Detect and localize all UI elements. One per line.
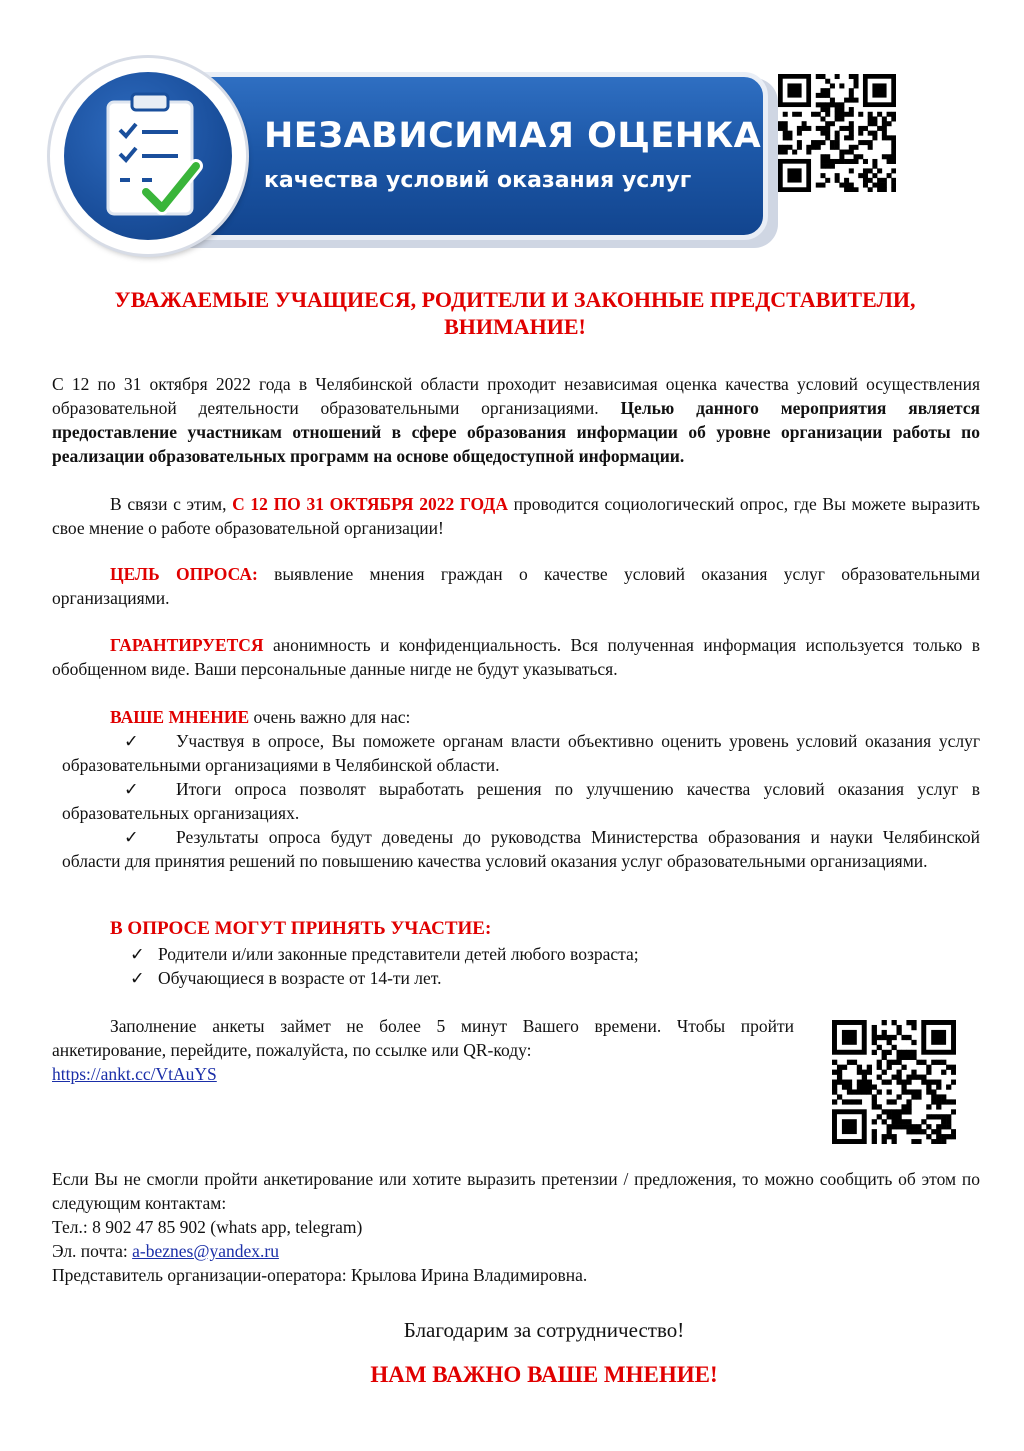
checkmark-icon: ✓ (124, 731, 139, 751)
final-slogan: НАМ ВАЖНО ВАШЕ МНЕНИЕ! (370, 1362, 718, 1387)
qr-code-icon (778, 74, 896, 192)
checkmark-icon: ✓ (130, 968, 145, 988)
banner (48, 56, 762, 256)
checkmark-icon: ✓ (124, 779, 139, 799)
page-heading (60, 286, 970, 340)
qr-code-icon (832, 1020, 956, 1144)
contact-phone: Тел.: 8 902 47 85 902 (whats app, telegram) (52, 1217, 363, 1237)
participants-title: В ОПРОСЕ МОГУТ ПРИНЯТЬ УЧАСТИЕ: (110, 918, 492, 939)
qr-code-bottom[interactable] (832, 1020, 956, 1144)
list-item: ✓ Итоги опроса позволят выработать решения по улучшению качества условий оказания услуг в образовательных организациях. (62, 779, 980, 823)
opinion-bullets (62, 729, 980, 873)
clipboard-check-icon (50, 58, 246, 254)
qr-code-top[interactable] (778, 74, 896, 192)
list-item: ✓ Обучающиеся в возрасте от 14-ти лет. (130, 968, 442, 988)
list-item: ✓ Результаты опроса будут доведены до руководства Министерства образования и науки Челябинской области для принятия решений по повышению качества условий оказания услуг образовательными организациями. (62, 827, 980, 871)
banner-bar (156, 72, 768, 240)
list-item: ✓ Родители и/или законные представители детей любого возраста; (130, 944, 639, 964)
checkmark-icon: ✓ (130, 944, 145, 964)
heading-line-1: УВАЖАЕМЫЕ УЧАЩИЕСЯ, РОДИТЕЛИ И ЗАКОННЫЕ ПРЕДСТАВИТЕЛИ, (114, 287, 916, 312)
survey-paragraph: В связи с этим, С 12 ПО 31 ОКТЯБРЯ 2022 ГОДА проводится социологический опрос, где Вы можете выразить свое мнение о работе образовательной организации! (52, 494, 981, 538)
guarantee-paragraph: ГАРАНТИРУЕТСЯ анонимность и конфиденциальность. Вся полученная информация используется только в обобщенном виде. Ваши персональные данные нигде не будут указываться. (52, 635, 981, 679)
contacts-intro: Если Вы не смогли пройти анкетирование или хотите выразить претензии / предложения, то можно сообщить об этом по следующим контактам: (52, 1169, 980, 1213)
banner-title: НЕЗАВИСИМАЯ ОЦЕНКА (264, 116, 762, 156)
list-item: ✓ Участвуя в опросе, Вы поможете органам власти объективно оценить уровень условий оказания услуг образовательными организациями в Челябинской области. (62, 731, 980, 775)
opinion-intro: ВАШЕ МНЕНИЕ очень важно для нас: (110, 707, 411, 727)
fill-paragraph: Заполнение анкеты займет не более 5 минут Вашего времени. Чтобы пройти анкетирование, перейдите, пожалуйста, по ссылке или QR-коду: https://ankt.cc/VtAuYS (52, 1016, 794, 1084)
participants-list (130, 942, 930, 990)
banner-emblem (50, 58, 246, 254)
contact-representative: Представитель организации-оператора: Крылова Ирина Владимировна. (52, 1265, 588, 1285)
email-link[interactable]: a-beznes@yandex.ru (132, 1241, 279, 1261)
goal-paragraph: ЦЕЛЬ ОПРОСА: выявление мнения граждан о качестве условий оказания услуг образовательными организациями. (52, 564, 981, 608)
heading-line-2: ВНИМАНИЕ! (444, 314, 586, 339)
survey-link[interactable]: https://ankt.cc/VtAuYS (52, 1064, 217, 1084)
thanks-text: Благодарим за сотрудничество! (403, 1318, 685, 1342)
banner-subtitle: качества условий оказания услуг (264, 168, 692, 193)
checkmark-icon: ✓ (124, 827, 139, 847)
intro-paragraph: С 12 по 31 октября 2022 года в Челябинской области проходит независимая оценка качества условий осуществления образовательной деятельности образовательными организациями. Целью данного мероприятия является предоставление участникам отношений в сфере образования информации об уровне организации работы по реализации образовательных программ на основе общедоступной информации. (52, 374, 981, 466)
contact-email-line: Эл. почта: a-beznes@yandex.ru (52, 1241, 279, 1261)
